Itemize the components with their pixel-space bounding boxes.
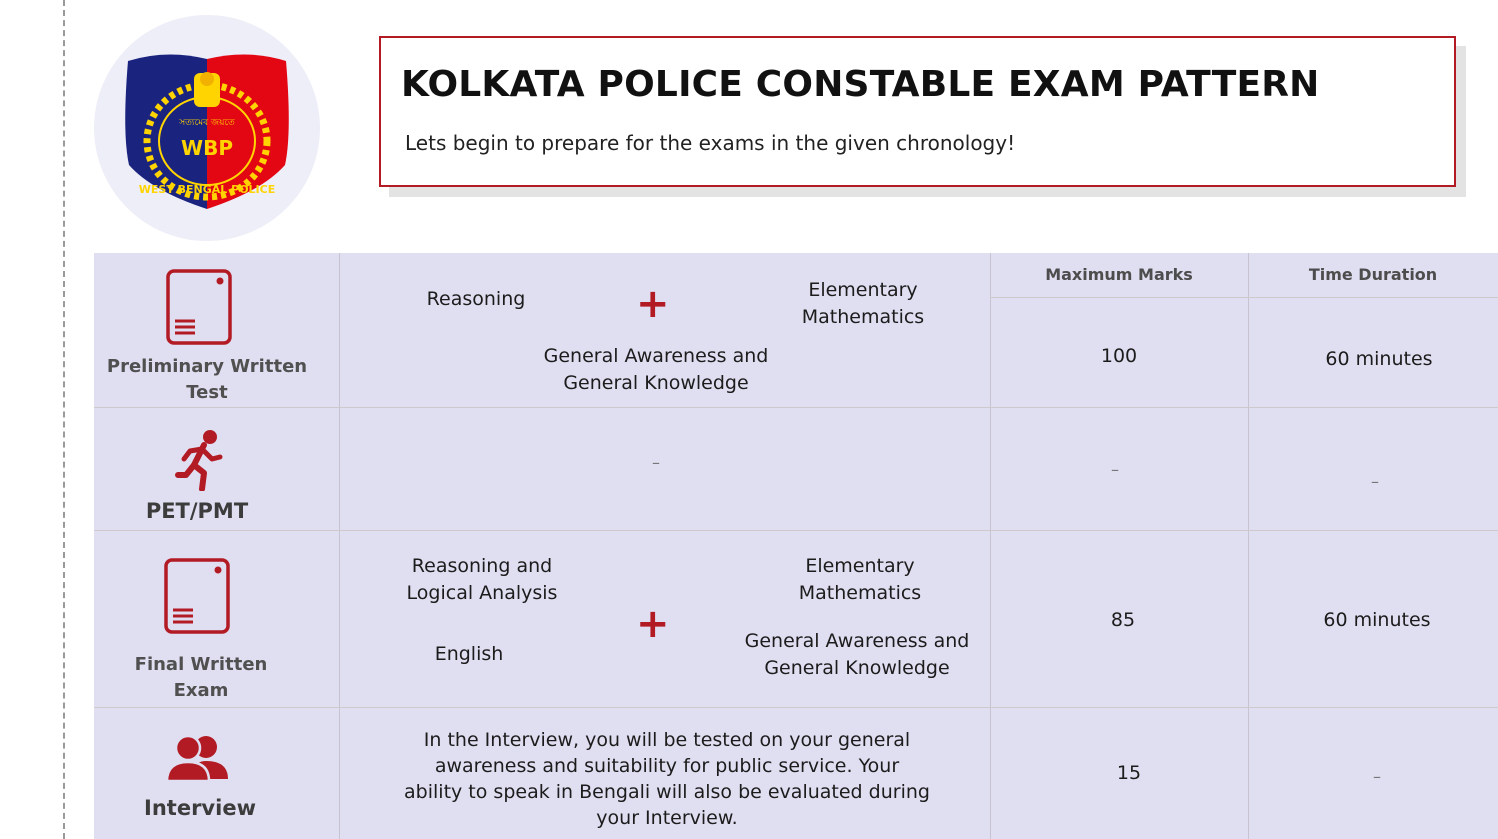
subject-elementary-mathematics: Elementary Mathematics: [801, 279, 925, 328]
time-preliminary: 60 minutes: [1325, 348, 1433, 370]
plus-icon: +: [636, 601, 670, 647]
header-maximum-marks: Maximum Marks: [1045, 265, 1193, 284]
people-icon: [166, 735, 230, 781]
west-bengal-police-emblem-icon: [124, 53, 290, 213]
row-divider: [94, 530, 1498, 531]
logo-badge: [94, 15, 320, 241]
title-box: [379, 36, 1456, 187]
column-divider: [1248, 253, 1249, 839]
emblem-monogram: WBP: [181, 136, 233, 160]
stage-preliminary-written-test: Preliminary Written Test: [106, 356, 308, 403]
header-divider: [990, 297, 1498, 298]
exam-pattern-table: [94, 253, 1498, 839]
content-pet-pmt: –: [652, 453, 660, 472]
running-person-icon: [174, 429, 226, 491]
emblem-motto: সত্যমেব জয়তে: [179, 118, 235, 128]
marks-interview: 15: [1116, 762, 1142, 784]
marks-preliminary: 100: [1100, 345, 1138, 367]
document-icon: [164, 558, 230, 634]
plus-icon: +: [636, 281, 670, 327]
time-interview: –: [1373, 767, 1381, 786]
subject-english: English: [434, 643, 504, 665]
column-divider: [990, 253, 991, 839]
time-pet-pmt: –: [1371, 472, 1379, 491]
stage-final-written-exam: Final Written Exam: [134, 654, 268, 701]
subject-reasoning-logical-analysis: Reasoning and Logical Analysis: [406, 555, 558, 604]
subject-general-awareness: General Awareness and General Knowledge: [543, 345, 769, 394]
dashed-guide-line: [63, 0, 65, 839]
marks-final: 85: [1110, 609, 1136, 631]
header-time-duration: Time Duration: [1308, 265, 1438, 284]
emblem-caption: WEST BENGAL POLICE: [138, 183, 276, 196]
time-final: 60 minutes: [1323, 609, 1431, 631]
stage-interview: Interview: [144, 796, 256, 820]
subject-reasoning: Reasoning: [426, 288, 526, 310]
subject-general-awareness: General Awareness and General Knowledge: [744, 630, 970, 679]
row-divider: [94, 707, 1498, 708]
column-divider: [339, 253, 340, 839]
stage-pet-pmt: PET/PMT: [145, 499, 249, 523]
document-icon: [166, 269, 232, 345]
page-subtitle: Lets begin to prepare for the exams in the given chronology!: [405, 131, 1016, 155]
row-divider: [94, 407, 1498, 408]
subject-elementary-mathematics: Elementary Mathematics: [798, 555, 922, 604]
page-title: KOLKATA POLICE CONSTABLE EXAM PATTERN: [401, 64, 1320, 105]
marks-pet-pmt: –: [1111, 460, 1119, 479]
interview-description: In the Interview, you will be tested on your general awareness and suitability for public service. Your ability to speak in Bengali will also be evaluated during your Interview.: [404, 729, 930, 829]
